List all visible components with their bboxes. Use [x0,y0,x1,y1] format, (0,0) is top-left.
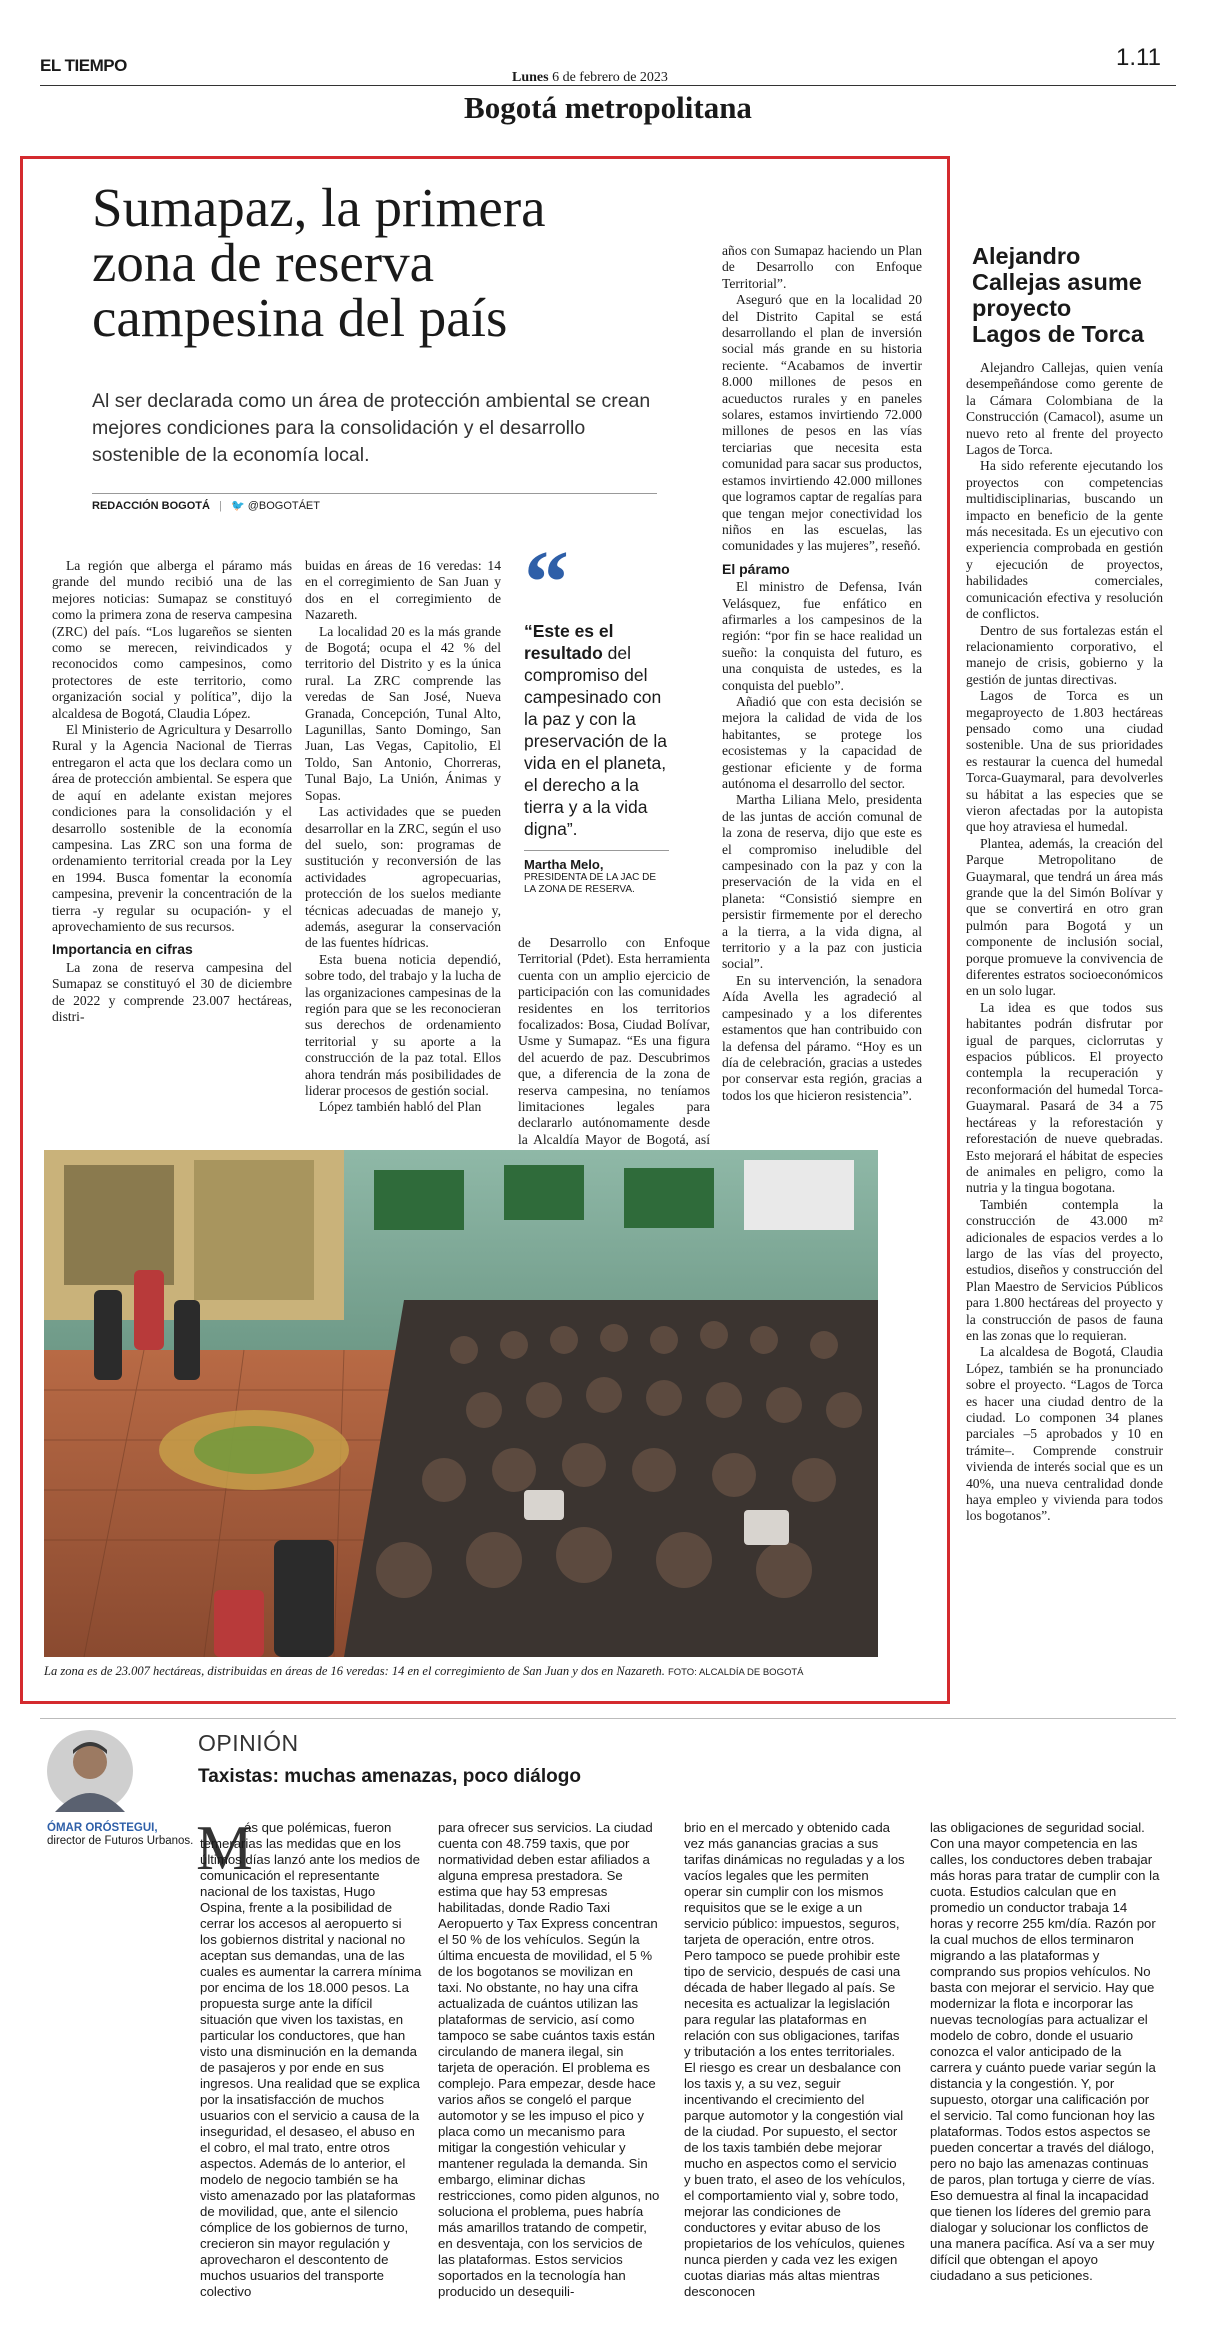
paragraph: ás que polémicas, fueron temerarias las medidas que en los últimos días lanzó ante los medios de comunicación el representante nacional de los taxistas, Hugo Ospina, frente a la posibilidad de cerrar los accesos al aeropuerto si los gobiernos distrital y nacional no aceptan sus demandas, una de las cuales es aumentar la carrera mínima por encima de los 18.000 pesos. La propuesta surge ante la difícil situación que viven los taxistas, en particular los conductores, que han visto una disminución en la demanda de pasajeros y por ende en sus ingresos. Una realidad que se explica por la insatisfacción de muchos usuarios con el servicio a causa de la inseguridad, el desaseo, el abuso en el cobro, el mal trato, entre otros aspectos. Además de lo anterior, el modelo de negocio también se ha visto amenazado por las plataformas de movilidad, que, ante el silencio cómplice de los gobiernos de turno, crecieron sin mayor regulación y aprovecharon el descontento de muchos usuarios del transporte colectivo [200,1820,422,2299]
paragraph: La región que alberga el páramo más grande del mundo recibió una de las mejores noticias: Sumapaz se constituyó como la primera zona de reserva campesina (ZRC) del país. “Los lugareños se sienten como se merecen, reivindicados y reconocidos como campesinos, como protectores de este territorio, como organización social y política”, dijo la alcaldesa de Bogotá, Claudia López. [52,558,292,721]
twitter-icon: 🐦 [230,500,245,512]
photo-caption [44,1664,904,1679]
quote-text: del compromiso del campesinado con la paz y con la preservación de la vida en el planeta, el derecho a la tierra y a la vida digna”. [524,643,667,839]
section-title: Bogotá metropolitana [464,90,752,125]
paragraph: Añadió que con esta decisión se mejora la calidad de vida de los habitantes, se protege los ecosistemas y la capacidad de gestionar eficiente y de forma autónoma el desarrollo del sector. [722,693,922,791]
assembly-photo-illustration [44,1150,878,1657]
subheading: Importancia en cifras [52,941,193,958]
subheading: El páramo [722,560,790,577]
article-column-1 [52,558,292,1168]
paragraph: de Desarrollo con Enfoque Territorial (Pdet). Esta herramienta cuenta con un amplio ejercicio de participación con las comunidades residentes en los territorios focalizados: Bosa, Ciudad Bolívar, Usme y Sumapaz. “Es una figura del acuerdo de paz. Descubrimos que, a diferencia de la zona de reserva campesina, no teníamos limitaciones legales para declararlo autónomamente desde la Alcaldía Mayor de Bogotá, así [518,935,710,1147]
author-name: ÓMAR ORÓSTEGUI, [47,1822,158,1834]
quote-author-role: PRESIDENTA DE LA JAC DE LA ZONA DE RESERVA. [524,872,657,895]
headline-line: Sumapaz, la primera [92,177,546,238]
paragraph: La localidad 20 es la más grande de Bogotá; ocupa el 42 % del territorio del Distrito y es la única rural. La ZRC comprende las veredas de San José, Nueva Granada, Concepción, Tunal Alto, Lagunillas, Santo Domingo, San Juan, Las Vegas, Capitolio, El Toldo, San Antonio, Chorreras, Tunal Bajo, La Unión, Ánimas y Sopas. [305,623,501,803]
author-photo [47,1730,133,1812]
opinion-title: Taxistas: muchas amenazas, poco diálogo [198,1766,581,1787]
side-headline [972,243,1182,347]
article-column-3 [518,935,710,1155]
paragraph: Dentro de sus fortalezas están el relacionamiento corporativo, el manejo de crisis, gobierno y la gestión de juntas directivas. [966,622,1163,687]
article-deck: Al ser declarada como un área de protección ambiental se crean mejores condiciones para la consolidación y el desarrollo sostenible de la economía local. [92,390,651,466]
opinion-author [47,1822,207,1848]
author-portrait-icon [47,1730,133,1812]
quote-author: Martha Melo, [524,857,604,872]
paragraph: brio en el mercado y obtenido cada vez más ganancias gracias a sus tarifas dinámicas no reguladas y a los vacíos legales que les permiten operar sin cumplir con los mismos requisitos que se le exige a un servicio público: impuestos, seguros, tarjeta de operación, entre otros. Pero tampoco se puede prohibir este tipo de servicio, después de casi una década de haber llegado al país. Se necesita es actualizar la legislación para regular las plataformas en relación con sus obligaciones, tarifas y tributación a los entes territoriales. El riesgo es crear un desbalance con los taxis y, a su vez, seguir incentivando el crecimiento del parque automotor y la congestión vial de la ciudad. Por supuesto, el sector de los taxis también debe mejorar mucho en aspectos como el servicio y buen trato, el aseo de los vehículos, el comportamiento vial y, sobre todo, mejorar las condiciones de conductores y evitar abuso de los propietarios de los vehículos, quienes nunca pierden y cada vez les exigen cuotas diarias más altas mientras desconocen [684,1820,906,2299]
quote-mark-icon: “ [524,533,569,632]
paragraph: López también habló del Plan [319,1099,482,1115]
author-role: director de Futuros Urbanos. [47,1835,194,1847]
paragraph: Plantea, además, la creación del Parque Metropolitano de Guaymaral, que tendrá un área más grande que la del Simón Bolívar y que se convertirá en otro gran pulmón para Bogotá y un componente de inclusión social, porque promueve la convivencia de diferentes estratos socioeconómicos en un solo lugar. [966,835,1163,999]
paragraph: años con Sumapaz haciendo un Plan de Desarrollo con Enfoque Territorial”. [722,243,922,291]
headline-line: Alejandro [972,243,1081,269]
byline: REDACCIÓN BOGOTÁ | 🐦 @BOGOTÁET [92,500,320,512]
main-headline [92,177,546,348]
headline-line: Callejas asume [972,269,1142,295]
date-day: Lunes [512,70,549,85]
byline-rule [92,493,657,494]
paragraph: Lagos de Torca es un megaproyecto de 1.803 hectáreas pensado como una ciudad sostenible. Una de sus prioridades es restaurar la cuenca del humedal Torca-Guaymaral, para devolverles su hábitat a las especies que se vieron afectadas por la autopista que hoy atraviesa el humedal. [966,688,1163,835]
paragraph: La idea es que todos sus habitantes podrán disfrutar por igual de parques, ciclorrutas y espacios públicos. El proyecto contempla la recuperación y reconformación del humedal Torca-Guaymaral. Pasará de 34 a 75 hectáreas y la reforestación y reforestación de nueve quebradas. Esto mejorará el hábitat de especies de animales en peligro, como la nutria y la tingua bogotana. [966,999,1163,1196]
photo-credit: FOTO: ALCALDÍA DE BOGOTÁ [667,1667,804,1678]
opinion-column-2 [438,1820,660,2320]
opinion-rule [40,1718,1176,1719]
paragraph: Las actividades que se pueden desarrollar en la ZRC, según el uso del suelo, son: programas de sustitución y reconversión de las actividades agropecuarias, protección de los suelos mediante técnicas adecuadas de manejo y, además, asegurar la conservación de las fuentes hídricas. [305,804,501,951]
date-rest: 6 de febrero de 2023 [552,70,668,85]
paragraph: La zona de reserva campesina del Sumapaz se constituyó el 30 de diciembre de 2022 y comprende 23.007 hectáreas, distri- [52,959,292,1024]
caption-text: La zona es de 23.007 hectáreas, distribuidas en áreas de 16 veredas: 14 en el corregimiento de San Juan y dos en Nazareth. [44,1664,665,1678]
opinion-column-4 [930,1820,1160,2320]
paragraph: También contempla la construcción de 43.000 m² adicionales de espacios verdes a lo largo de las vías del proyecto, estudios, diseños y construcción del Plan Maestro de Servicios Públicos para 1.800 hectáreas del proyecto y la construcción de pasos de fauna en las zonas que lo requieran. [966,1196,1163,1343]
paragraph: El Ministerio de Agricultura y Desarrollo Rural y la Agencia Nacional de Tierras entregaron el acta que los declara como un área de protección ambiental. Se espera que de aquí en adelante existan mejores condiciones para la consolidación y el desarrollo sostenible de la economía campesina. Las ZRC son una forma de ordenamiento territorial creada por la Ley en 1994. Busca fomentar la economía campesina, prevenir la concentración de la tierra -y regular su ocupación- y el aprovechamiento de sus recursos. [52,722,292,934]
opinion-column-1 [200,1820,422,2320]
article-column-4 [722,243,922,1167]
article-column-2 [305,558,501,1168]
brand-logo: EL TIEMPO [40,56,127,75]
paragraph: La alcaldesa de Bogotá, Claudia López, también se ha pronunciado sobre el proyecto. “Lagos de Torca es hacer una ciudad dentro de la ciudad. Lo componen 34 planes parciales –5 aprobados y 10 en trámite–. Comprende construir vivienda de interés social que es un 40%, una nueva centralidad donde haya empleo y vivienda para todos los bogotanos”. [966,1344,1163,1524]
byline-author: REDACCIÓN BOGOTÁ [92,500,210,512]
headline-line: campesina del país [92,287,508,348]
quote-lead: “Este es el resultado [524,621,614,663]
header-rule [40,85,1176,86]
paragraph: El ministro de Defensa, Iván Velásquez, fue enfático en afirmarles a los campesinos de la región: “por fin se hace realidad un sueño: la conquista del futuro, es una conquista de ustedes, es la conquista del pueblo”. [722,579,922,693]
headline-line: Lagos de Torca [972,321,1144,347]
paragraph: Esta buena noticia dependió, sobre todo, del trabajo y la lucha de las organizaciones campesinas de la región para que se les reconocieran sus derechos de ordenamiento territorial y su aporte a la construcción de la paz total. Ellos ahora tendrán más posibilidades de liderar procesos de gestión social. [305,951,501,1098]
opinion-label: OPINIÓN [198,1730,299,1756]
paragraph: las obligaciones de seguridad social. Con una mayor competencia en las calles, los conductores deben trabajar más horas para tratar de cumplir con la cuota. Estudios calculan que en promedio un conductor trabaja 14 horas y recorre 255 km/día. Razón por la cual muchos de ellos terminaron migrando a las plataformas y comprando sus propios vehículos. No basta con mejorar el servicio. Hay que modernizar la flota e incorporar las nuevas tecnologías para actualizar el modelo de cobro, donde el usuario conozca el valor anticipado de la carrera y cuánto puede variar según la distancia y la congestión. Y, por supuesto, otorgar una calificación por el servicio. Tal como funcionan hoy las plataformas. Todos estos aspectos se pueden concertar a través del diálogo, pero no bajo las amenazas continuas de paros, plan tortuga y cierre de vías. Eso demuestra al final la incapacidad que tienen los líderes del gremio para dialogar y solucionar los conflictos de una manera pacífica. Así va a ser muy difícil que obtengan el apoyo ciudadano a sus peticiones. [930,1820,1160,2283]
byline-twitter: @BOGOTÁET [247,500,320,512]
paragraph: Aseguró que en la localidad 20 del Distrito Capital se está desarrollando el plan de inversión social más grande en su historia reciente. “Acabamos de invertir 8.000 millones de pesos en acueductos rurales y en paneles solares, estamos invirtiendo 72.000 millones de pesos en las vías terciarias que necesita esta comunidad para sacar sus productos, estamos invirtiendo 42.000 millones que logramos captar de regalías para que tengan mejor conectividad los niños en las escuelas, las comunidades y las mujeres”, reseñó. [722,292,922,554]
opinion-dropcap: M [196,1812,253,1883]
paragraph: Ha sido referente ejecutando los proyectos con competencias multidisciplinarias, buscando un impacto en beneficio de la gente más necesitada. Es un ejecutivo con experiencia comprobada en gestión y ejecución de proyectos, habilidades comerciales, comunicación efectiva y resolución de conflictos. [966,458,1163,622]
pull-quote [524,533,669,896]
paragraph: Alejandro Callejas, quien venía desempeñándose como gerente de la Cámara Colombiana de la Construcción (Camacol), asume un nuevo reto al frente del proyecto Lagos de Torca. [966,360,1163,458]
headline-line: proyecto [972,295,1072,321]
opinion-column-3 [684,1820,906,2320]
side-article-body [966,360,1163,1640]
paragraph: buidas en áreas de 16 veredas: 14 en el corregimiento de San Juan y dos en el corregimiento de Nazareth. [305,558,501,623]
issue-date [512,70,668,86]
paragraph: para ofrecer sus servicios. La ciudad cuenta con 48.759 taxis, que por normatividad deben estar afiliados a alguna empresa prestadora. Se estima que hay 53 empresas habilitadas, donde Radio Taxi Aeropuerto y Tax Express concentran el 50 % de los vehículos. Según la última encuesta de movilidad, el 5 % de los bogotanos se movilizan en taxi. No obstante, no hay una cifra actualizada de cuántos utilizan las plataformas de servicio, así como tampoco se sabe cuántos taxis están circulando de manera ilegal, sin tarjeta de operación. El problema es complejo. Para empezar, desde hace varios años se congeló el parque automotor y se les impuso el pico y placa como un mecanismo para mitigar la congestión vehicular y mantener regulada la demanda. Sin embargo, eliminar dichas restricciones, como piden algunos, no soluciona el problema, pues habría más amarillos tratando de competir, en desventaja, con los servicios de las plataformas. Estos servicios soportados en la tecnología han producido un desequili- [438,1820,660,2299]
paragraph: En su intervención, la senadora Aída Avella les agradeció al campesinado y a los diferentes estamentos que han contribuido con la defensa del páramo. “Hoy es un día de celebración, gracias a ustedes por conservar esta región, gracias a todos los que hicieron resistencia”. [722,972,922,1103]
paragraph: Martha Liliana Melo, presidenta de las juntas de acción comunal de la zona de reserva, dijo que este es el compromiso ineludible del campesinado con la paz y con la preservación de la vida en el planeta: “Consistió siempre en persistir firmemente por el derecho a la tierra, a la vida digna, al territorio y a la paz con justicia social”. [722,792,922,972]
headline-line: zona de reserva [92,232,435,293]
article-photo [44,1150,878,1657]
page-number: 1.11 [1116,44,1161,71]
